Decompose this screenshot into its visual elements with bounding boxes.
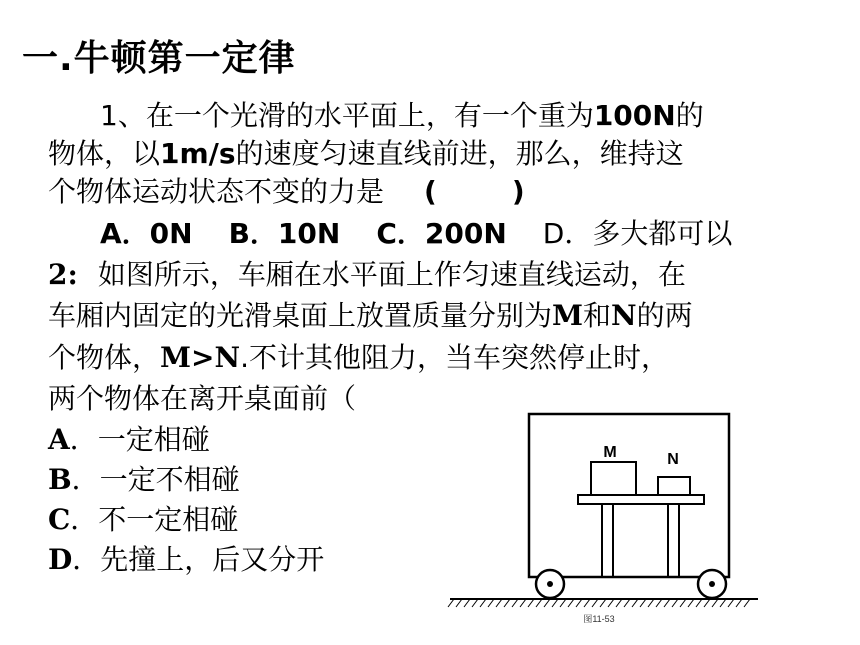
- q2-line-1: [48, 256, 686, 294]
- q2-option-letter: D: [48, 543, 73, 576]
- q2-option-letter: C: [48, 503, 71, 536]
- hatch-mark: [560, 599, 566, 607]
- hatch-mark: [504, 599, 510, 607]
- hatch-mark: [488, 599, 494, 607]
- block-m-label: M: [603, 444, 617, 461]
- q2-option-text: ．先撞上，后又分开: [72, 543, 325, 576]
- hatch-mark: [632, 599, 638, 607]
- hatch-mark: [736, 599, 742, 607]
- q1-speed: 1m/s: [160, 137, 236, 170]
- hatch-mark: [704, 599, 710, 607]
- q2-text: 如图所示，车厢在水平面上作匀速直线运动，在: [97, 258, 686, 291]
- q1-text: 物体，以: [48, 137, 161, 170]
- q2-option-letter: B: [48, 463, 72, 496]
- q2-option-a: [48, 421, 210, 459]
- hatch-mark: [576, 599, 582, 607]
- q2-line-3: [48, 339, 669, 377]
- hatch-mark: [592, 599, 598, 607]
- q2-option-d: [48, 541, 324, 579]
- q1-option-b: B．10N: [228, 217, 341, 250]
- hatch-mark: [656, 599, 662, 607]
- q1-text: 1、在一个光滑的水平面上，有一个重为: [100, 99, 594, 132]
- hatch-mark: [464, 599, 470, 607]
- table-leg-left: [602, 504, 613, 577]
- hatch-mark: [584, 599, 590, 607]
- hatch-mark: [664, 599, 670, 607]
- table-leg-right: [668, 504, 679, 577]
- figure-caption: 图11-53: [583, 614, 615, 624]
- hatch-mark: [448, 599, 454, 607]
- q2-text: 的两: [636, 299, 693, 332]
- wheel-right: [698, 570, 726, 598]
- q1-line-2: [48, 135, 684, 173]
- q2-option-c: [48, 501, 238, 539]
- q2-text: .不计其他阻力，当车突然停止时，: [240, 341, 669, 374]
- q2-option-text: ．不一定相碰: [70, 503, 239, 536]
- hatch-mark: [520, 599, 526, 607]
- hatch-mark: [744, 599, 750, 607]
- hatch-mark: [648, 599, 654, 607]
- q2-mass-compare: M>N: [160, 341, 241, 374]
- hatch-mark: [552, 599, 558, 607]
- hatch-mark: [480, 599, 486, 607]
- q2-text: 个物体，: [48, 341, 161, 374]
- hatch-mark: [720, 599, 726, 607]
- q2-line-4: 两个物体在离开桌面前（: [48, 382, 357, 415]
- hatch-mark: [680, 599, 686, 607]
- hatch-mark: [568, 599, 574, 607]
- hatch-mark: [696, 599, 702, 607]
- block-m: [591, 462, 636, 495]
- hatch-mark: [600, 599, 606, 607]
- q1-option-a: A．0N: [100, 217, 193, 250]
- q2-mass-n: N: [611, 299, 637, 332]
- q1-text: 个物体运动状态不变的力是: [48, 175, 385, 208]
- q1-line-1: [100, 97, 704, 135]
- hatch-mark: [512, 599, 518, 607]
- table-top: [578, 495, 704, 504]
- q1-paren-open: (: [424, 175, 437, 208]
- q2-text: 车厢内固定的光滑桌面上放置质量分别为: [48, 299, 553, 332]
- q2-line-2: [48, 297, 693, 335]
- hatch-mark: [640, 599, 646, 607]
- section-heading: 一.牛顿第一定律: [22, 38, 296, 79]
- q1-option-d: D．多大都可以: [542, 217, 733, 250]
- q2-option-text: ．一定相碰: [69, 423, 210, 456]
- q1-text: 的速度匀速直线前进，那么，维持这: [235, 137, 684, 170]
- hatch-mark: [472, 599, 478, 607]
- q1-options: [100, 215, 732, 253]
- hatch-mark: [544, 599, 550, 607]
- hatch-mark: [536, 599, 542, 607]
- ground-hatching: [448, 599, 750, 607]
- wheel-left: [536, 570, 564, 598]
- hatch-mark: [688, 599, 694, 607]
- q1-weight: 100N: [593, 99, 676, 132]
- q2-text: 和: [583, 299, 612, 332]
- q1-line-3: [48, 173, 525, 211]
- q2-number: 2:: [48, 258, 78, 291]
- q1-text: 的: [675, 99, 704, 132]
- hatch-mark: [624, 599, 630, 607]
- q1-paren-close: ): [511, 175, 525, 208]
- q2-option-letter: A: [48, 423, 70, 456]
- hatch-mark: [672, 599, 678, 607]
- block-n: [658, 477, 690, 495]
- hatch-mark: [608, 599, 614, 607]
- hatch-mark: [496, 599, 502, 607]
- cart-figure: [440, 400, 760, 630]
- q2-option-b: [48, 461, 240, 499]
- hatch-mark: [528, 599, 534, 607]
- q2-option-text: ．一定不相碰: [71, 463, 240, 496]
- hatch-mark: [728, 599, 734, 607]
- block-n-label: N: [667, 451, 679, 468]
- hatch-mark: [616, 599, 622, 607]
- q1-option-c: C．200N: [376, 217, 507, 250]
- hatch-mark: [456, 599, 462, 607]
- q2-mass-m: M: [552, 299, 584, 332]
- hatch-mark: [712, 599, 718, 607]
